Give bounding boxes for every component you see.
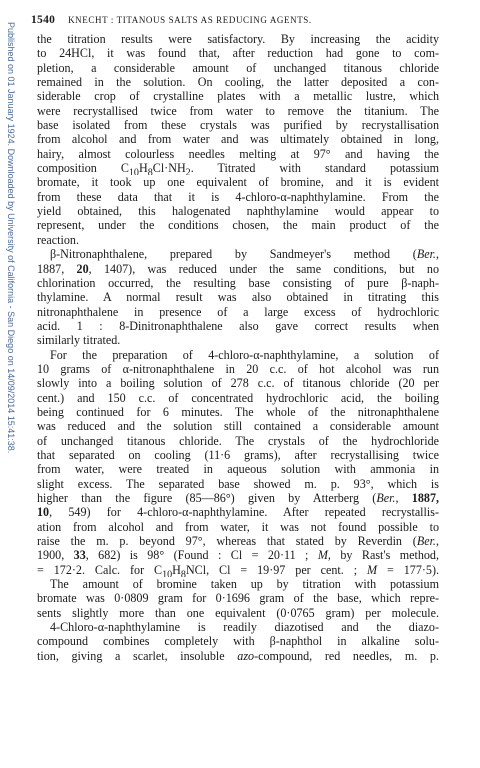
text-line: [37, 190, 439, 204]
text-run: ,: [435, 247, 439, 262]
bold-text: 33: [73, 548, 86, 563]
text-run: tion, giving a scarlet, insoluble: [37, 648, 238, 663]
text-line: [37, 448, 439, 462]
download-notice-text[interactable]: Published on 01 January 1924. Downloaded by University of California - San Diego on 14/09/2014 15:41:38.: [6, 22, 16, 454]
text-line: [37, 620, 439, 634]
text-line: [37, 434, 439, 448]
text-run: pletion, a considerable amount of unchanged titanous chloride: [37, 60, 439, 75]
text-line: [37, 75, 439, 89]
subscript: 8: [180, 569, 186, 578]
text-line: [37, 376, 439, 390]
text-run: base isolated from these crystals was purified by recrystallisation: [37, 118, 439, 133]
text-run: For the preparation of 4-chloro-α-naphthylamine, a solution of: [50, 347, 439, 362]
text-run: . Titrated with standard potassium: [190, 161, 439, 176]
text-line: [37, 419, 439, 433]
text-line: [37, 333, 439, 347]
text-line: [37, 362, 439, 376]
text-run: was reduced and the solution still contained a considerable amount: [37, 419, 439, 434]
italic-text: M: [317, 548, 328, 563]
text-run: The amount of bromine taken up by titration with potassium: [50, 577, 439, 592]
subscript: 8: [147, 167, 153, 176]
text-run: β-Nitronaphthalene, prepared by Sandmeyer's method (: [50, 247, 417, 262]
running-title: KNECHT : TITANOUS SALTS AS REDUCING AGENTS.: [68, 15, 312, 25]
text-line: [37, 247, 439, 261]
text-run: , 549) for 4-chloro-α-naphthylamine. After repeated recrystallis-: [49, 505, 439, 520]
text-run: chlorination occurred, the resulting base consisting of pure β-naph-: [37, 275, 439, 290]
text-line: [37, 218, 439, 232]
text-run: ation from alcohol and from water, it was not found possible to: [37, 519, 439, 534]
text-line: [37, 89, 439, 103]
text-run: bromate, it took up one equivalent of bromine, and it is evident: [37, 175, 439, 190]
text-run: from alcohol and from water and was ultimately obtained in long,: [37, 132, 439, 147]
text-line: [37, 405, 439, 419]
text-line: [37, 204, 439, 218]
article-body: [37, 32, 439, 663]
text-run: of unchanged titanous chloride. The crystals of the hydrochloride: [37, 433, 439, 448]
text-run: NCl, Cl = 19·97 per cent. ;: [185, 562, 367, 577]
text-line: [37, 548, 439, 562]
text-run: to 24HCl, it was found that, after reduction had gone to com-: [37, 46, 439, 61]
text-line: [37, 46, 439, 60]
text-run: from water, were treated in aqueous solution with ammonia in: [37, 462, 439, 477]
text-run: thylamine. A normal result was also obtained in titrating this: [37, 290, 439, 305]
text-line: [37, 462, 439, 476]
text-run: siderable crop of crystalline plates with a metallic lustre, which: [37, 89, 439, 104]
text-run: were recrystallised twice from water to remove the titanium. The: [37, 103, 439, 118]
text-run: the titration results were satisfactory. By increasing the acidity: [37, 32, 439, 46]
text-run: slowly into a boiling solution of 278 c.c. of titanous chloride (20 per: [37, 376, 439, 391]
text-run: reaction.: [37, 232, 79, 247]
text-line: [37, 319, 439, 333]
text-line: [37, 634, 439, 648]
text-run: -compound, red needles, m. p.: [254, 648, 439, 663]
subscript: 10: [162, 569, 173, 578]
text-line: [37, 491, 439, 505]
text-run: 1887,: [37, 261, 77, 276]
text-line: [37, 520, 439, 534]
text-run: yield obtained, this halogenated naphthylamine would appear to: [37, 204, 439, 219]
text-line: [37, 534, 439, 548]
text-run: 1900,: [37, 548, 74, 563]
text-run: , 1407), was reduced under the same conditions, but no: [88, 261, 439, 276]
text-line: [37, 175, 439, 189]
text-run: from these data that it is 4-chloro-α-naphthylamine. From the: [37, 189, 439, 204]
italic-text: M: [367, 562, 378, 577]
italic-text: Ber.: [416, 534, 436, 549]
text-line: [37, 391, 439, 405]
text-run: hairy, almost colourless needles melting at 97° and having the: [37, 146, 439, 161]
bold-text: 10: [37, 505, 50, 520]
text-run: H: [138, 161, 148, 176]
italic-text: Ber.: [416, 247, 436, 262]
text-line: [37, 305, 439, 319]
text-line: [37, 104, 439, 118]
text-run: that separated on cooling (11·6 grams), after recrystallising twice: [37, 447, 439, 462]
text-run: remained in the solution. On cooling, the latter deposited a con-: [37, 75, 439, 90]
text-line: [37, 262, 439, 276]
bold-text: 20: [76, 261, 89, 276]
text-line: [37, 233, 439, 247]
text-run: = 172·2. Calc. for C: [37, 562, 163, 577]
text-line: [37, 591, 439, 605]
text-line: [37, 32, 439, 46]
text-run: , 682) is 98° (Found : Cl = 20·11 ;: [85, 548, 318, 563]
subscript: 10: [128, 167, 139, 176]
text-run: , by Rast's method,: [327, 548, 439, 563]
text-run: cent.) and 150 c.c. of concentrated hydrochloric acid, the boiling: [37, 390, 439, 405]
text-line: [37, 563, 439, 577]
text-run: being continued for 6 minutes. The whole of the nitronaphthalene: [37, 404, 439, 419]
text-line: [37, 505, 439, 519]
italic-text: azo: [237, 648, 255, 663]
text-line: [37, 348, 439, 362]
text-line: [37, 147, 439, 161]
text-line: [37, 61, 439, 75]
text-run: 10 grams of α-nitronaphthalene in 20 c.c. of hot alcohol was run: [37, 361, 439, 376]
text-line: [37, 161, 439, 175]
text-line: [37, 276, 439, 290]
italic-text: Ber.: [376, 491, 396, 505]
bold-text: 1887,: [411, 491, 439, 505]
text-run: bromate was 0·0809 gram for 0·1696 gram of the base, which repre-: [37, 591, 439, 606]
text-run: = 177·5).: [377, 562, 439, 577]
text-run: Cl·NH: [152, 161, 186, 176]
text-run: represent, under the conditions chosen, the main product of the: [37, 218, 439, 233]
text-run: slight excess. The separated base showed m. p. 93°, which is: [37, 476, 439, 491]
text-run: raise the m. p. beyond 97°, whereas that stated by Reverdin (: [37, 534, 417, 549]
text-run: 4-Chloro-α-naphthylamine is readily diazotised and the diazo-: [50, 620, 439, 635]
text-run: higher than the figure (85—86°) given by Atterberg (: [37, 491, 377, 505]
page-number: 1540: [31, 14, 56, 26]
text-run: acid. 1 : 8-Dinitronaphthalene also gave correct results when: [37, 318, 439, 333]
text-run: nitronaphthalene in presence of a large excess of hydrochloric: [37, 304, 439, 319]
text-run: H: [172, 562, 181, 577]
text-line: [37, 290, 439, 304]
text-line: [37, 577, 439, 591]
page-header: [31, 14, 451, 30]
text-line: [37, 606, 439, 620]
subscript: 2: [185, 167, 191, 176]
text-line: [37, 649, 439, 663]
download-notice: [5, 22, 19, 642]
text-line: [37, 132, 439, 146]
text-run: ,: [435, 534, 439, 549]
text-line: [37, 477, 439, 491]
text-run: sents slightly more than one equivalent (0·0765 gram) per molecule.: [37, 605, 439, 620]
text-run: ,: [395, 491, 412, 505]
text-run: similarly titrated.: [37, 333, 121, 348]
text-line: [37, 118, 439, 132]
text-run: compound combines completely with β-naphthol in alkaline solu-: [37, 634, 439, 649]
text-run: composition C: [37, 161, 129, 176]
